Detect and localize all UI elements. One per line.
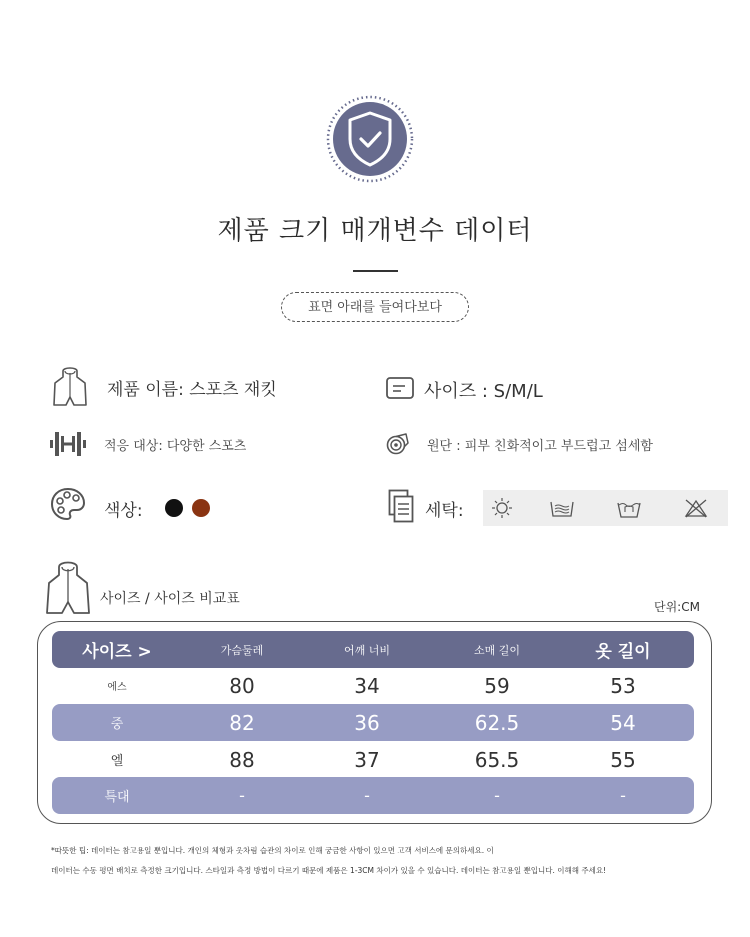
sizes-available: 사이즈 : S/M/L (424, 381, 543, 402)
fabric-description: 원단 : 피부 친화적이고 부드럽고 섬세함 (427, 439, 653, 454)
palette-icon (50, 486, 86, 522)
size-tag-icon (385, 376, 415, 400)
size-cell: 특대 (104, 790, 130, 805)
size-cell: 엘 (110, 754, 124, 769)
header-sleeve: 소매 길이 (473, 643, 520, 657)
copy-document-icon (388, 489, 414, 523)
footnote-line: 데이터는 수동 평면 배치로 측정한 크기입니다. 스타일과 측정 방법이 다르기 때문에 제품은 1-3CM 차이가 있을 수 있습니다. 데이터는 참고용일 뿐입니다. 이해해 주세요! (51, 866, 607, 875)
sleeve-cell: - (494, 786, 500, 805)
header-shoulder: 어깨 너비 (343, 643, 390, 657)
shoulder-cell: 36 (354, 710, 380, 735)
length-cell: - (620, 786, 626, 805)
fabric-roll-icon (386, 431, 410, 455)
table-header-row (52, 631, 694, 668)
chest-cell: 80 (229, 673, 255, 698)
chest-cell: - (239, 786, 245, 805)
subtitle-badge: 표면 아래를 들여다보다 (281, 292, 469, 322)
footnote-line: *따뜻한 팁: 데이터는 참고용일 뿐입니다. 개인의 체형과 옷차림 습관의 차이로 인해 궁금한 사항이 있으면 고객 서비스에 문의하세요. 이 (51, 846, 494, 855)
length-cell: 55 (610, 747, 636, 772)
length-cell: 54 (610, 710, 636, 735)
jacket-icon (45, 559, 91, 617)
table-row (52, 667, 694, 704)
usage-target: 적응 대상: 다양한 스포츠 (104, 439, 247, 454)
header-length: 옷 길이 (595, 642, 651, 662)
dumbbell-icon (48, 429, 88, 459)
sleeve-cell: 62.5 (474, 710, 520, 735)
length-cell: 53 (610, 673, 636, 698)
chest-cell: 88 (229, 747, 255, 772)
no-bleach-icon (683, 497, 709, 519)
color-swatch-black (165, 499, 183, 517)
table-row (52, 741, 694, 778)
shoulder-cell: 37 (354, 747, 380, 772)
size-table-caption: 사이즈 / 사이즈 비교표 (100, 591, 240, 607)
color-swatch-brown (192, 499, 210, 517)
size-cell: 에스 (107, 682, 127, 693)
header-size: 사이즈 > (82, 642, 152, 662)
footnote (51, 841, 731, 881)
table-row (52, 777, 694, 814)
sleeve-cell: 65.5 (474, 747, 520, 772)
wash-label: 세탁: (425, 501, 464, 521)
wash-tub-icon (616, 497, 642, 519)
hand-wash-icon (549, 497, 575, 519)
shield-check-icon (326, 95, 414, 183)
shoulder-cell: 34 (354, 673, 380, 698)
chest-cell: 82 (229, 710, 255, 735)
table-row (52, 704, 694, 741)
product-name: 제품 이름: 스포츠 재킷 (107, 380, 277, 400)
sun-dry-icon (489, 497, 515, 519)
title-divider (353, 270, 398, 272)
unit-label: 단위:CM (654, 600, 700, 614)
header-chest: 가슴둘레 (220, 643, 264, 657)
jacket-icon (52, 365, 88, 409)
sleeve-cell: 59 (484, 673, 510, 698)
size-cell: 중 (110, 717, 124, 732)
page-title: 제품 크기 매개변수 데이터 (217, 216, 533, 246)
color-label: 색상: (104, 501, 143, 521)
shoulder-cell: - (364, 786, 370, 805)
